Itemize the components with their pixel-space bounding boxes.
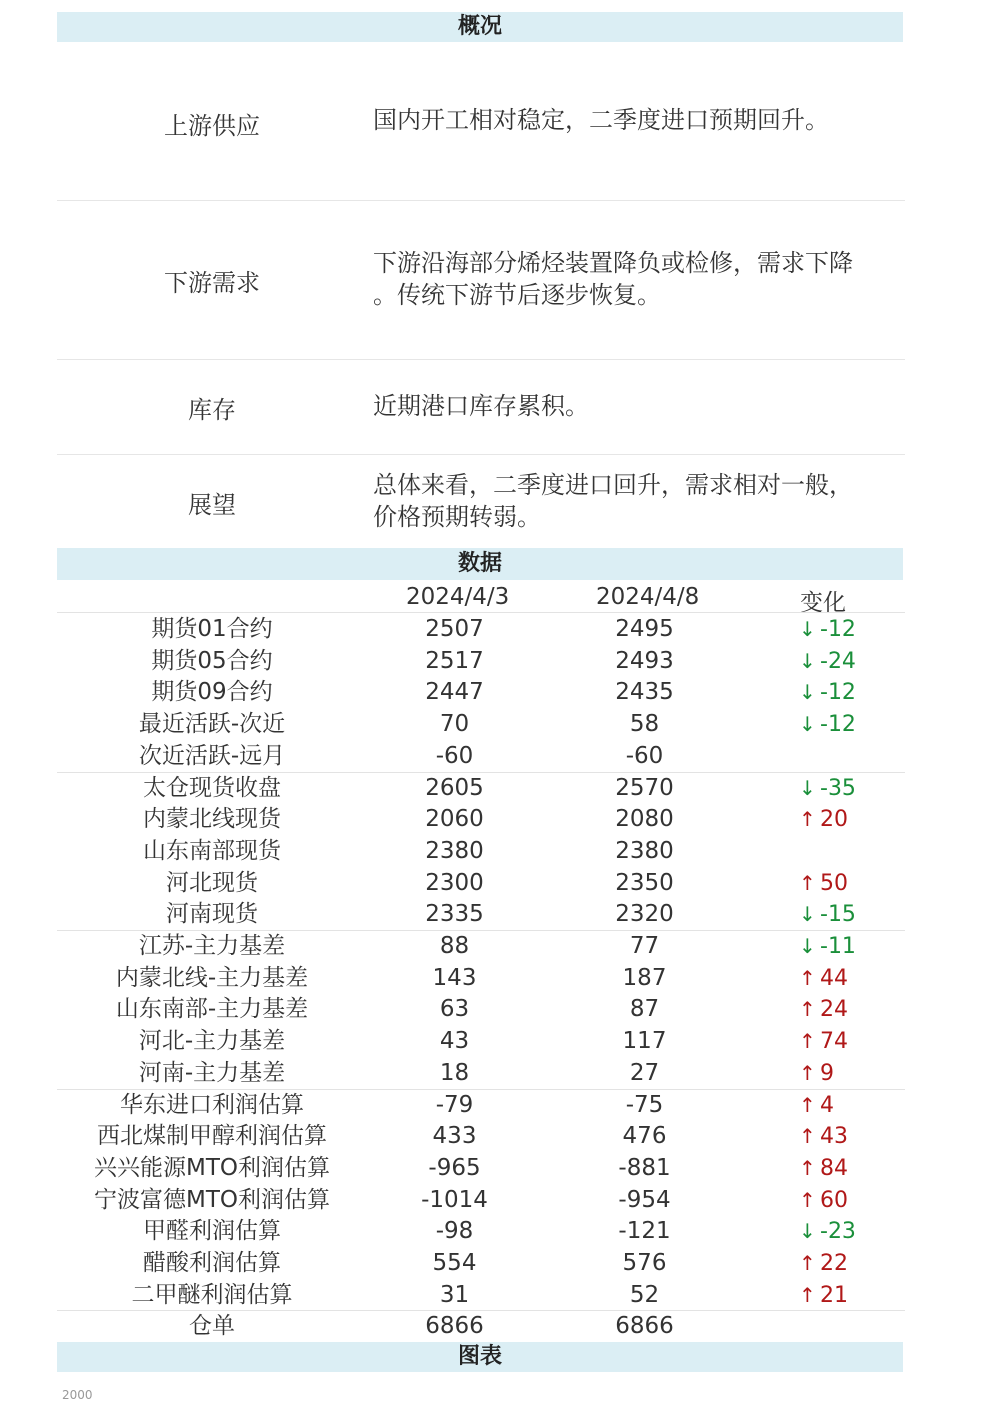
change-cell (799, 1185, 909, 1217)
change-value: -12 (820, 712, 856, 738)
overview-row-supply (57, 42, 905, 201)
change-cell (799, 709, 909, 741)
arrow-up-icon: ↑ (799, 1251, 816, 1275)
value-date2: 27 (629, 1059, 660, 1086)
value-date1: 554 (432, 1250, 477, 1276)
row-label: 华东进口利润估算 (120, 1091, 304, 1118)
value-date2: 58 (629, 711, 660, 738)
value-date1: -60 (435, 742, 474, 769)
change-value: -11 (820, 934, 856, 959)
change-value: 84 (820, 1155, 848, 1181)
table-row (57, 994, 905, 1026)
table-row (57, 1185, 905, 1217)
overview-label: 库存 (188, 396, 236, 424)
change-value: 43 (820, 1124, 848, 1150)
row-label: 二甲醚利润估算 (131, 1281, 293, 1308)
value-date2: -60 (625, 742, 664, 769)
table-row (57, 709, 905, 741)
value-date2: 2435 (615, 679, 674, 706)
value-date2: 2320 (615, 901, 674, 928)
change-cell (799, 646, 909, 678)
arrow-up-icon: ↑ (799, 1282, 816, 1307)
column-header-date1: 2024/4/3 (406, 584, 510, 610)
value-date2: 2080 (615, 806, 674, 833)
table-row (57, 1280, 905, 1312)
change-value: -15 (820, 902, 856, 928)
change-cell (799, 1153, 909, 1185)
overview-text: 国内开工相对稳定，二季度进口预期回升。 (373, 106, 829, 134)
overview-text: 近期港口库存累积。 (373, 392, 589, 420)
change-cell (799, 614, 909, 646)
row-label: 内蒙北线现货 (143, 806, 281, 833)
table-row (57, 1058, 905, 1090)
value-date2: 2570 (615, 774, 674, 801)
value-date2: 87 (629, 996, 660, 1023)
section-header-data: 数据 (57, 548, 903, 580)
value-date2: -121 (618, 1218, 671, 1245)
row-label: 西北煤制甲醇利润估算 (97, 1123, 327, 1150)
overview-row-outlook (57, 455, 905, 548)
row-label: 仓单 (189, 1313, 235, 1340)
table-row (57, 804, 905, 836)
change-value: 21 (820, 1282, 848, 1308)
overview-row-inventory (57, 360, 905, 455)
row-label: 醋酸利润估算 (143, 1250, 281, 1276)
value-date2: 2380 (615, 837, 674, 864)
row-label: 河南现货 (166, 901, 258, 928)
change-cell (799, 931, 909, 963)
overview-label: 下游需求 (164, 269, 260, 297)
value-date1: 43 (439, 1028, 470, 1055)
change-value: -35 (820, 775, 856, 801)
table-row (57, 614, 905, 646)
row-label: 次近活跃-远月 (138, 742, 286, 769)
value-date2: -75 (625, 1091, 664, 1118)
value-date2: 576 (622, 1250, 667, 1276)
overview-text: 总体来看，二季度进口回升，需求相对一般， 价格预期转弱。 (373, 471, 853, 531)
change-cell (799, 1216, 909, 1248)
change-cell (799, 1311, 909, 1343)
value-date1: 2517 (425, 647, 484, 674)
row-label: 宁波富德MTO利润估算 (94, 1186, 330, 1213)
change-cell (799, 1280, 909, 1312)
row-label: 河南-主力基差 (138, 1059, 286, 1086)
value-date2: -954 (618, 1186, 671, 1213)
overview-label: 展望 (188, 491, 236, 519)
value-date1: -965 (428, 1154, 481, 1181)
table-row (57, 1216, 905, 1248)
arrow-up-icon: ↑ (799, 807, 816, 832)
arrow-up-icon: ↑ (799, 965, 816, 990)
change-value: 74 (820, 1029, 848, 1055)
table-row (57, 931, 905, 963)
change-value: 22 (820, 1251, 848, 1276)
table-row (57, 963, 905, 995)
table-row (57, 1121, 905, 1153)
value-date2: 77 (629, 933, 660, 959)
divider (57, 612, 905, 613)
value-date1: 2447 (425, 679, 484, 706)
value-date2: -881 (618, 1154, 671, 1181)
row-label: 期货05合约 (151, 647, 273, 674)
value-date1: 2060 (425, 806, 484, 833)
arrow-down-icon: ↓ (799, 648, 816, 673)
row-label: 期货09合约 (151, 679, 273, 706)
value-date1: 2300 (425, 869, 484, 896)
value-date2: 476 (622, 1123, 667, 1150)
table-row (57, 868, 905, 900)
arrow-down-icon: ↓ (799, 617, 816, 641)
arrow-up-icon: ↑ (799, 1155, 816, 1180)
overview-label: 上游供应 (164, 112, 260, 140)
value-date1: 433 (432, 1123, 477, 1150)
value-date2: 52 (629, 1281, 660, 1308)
table-row (57, 1248, 905, 1280)
row-label: 太仓现货收盘 (143, 774, 281, 801)
change-cell (799, 741, 909, 773)
change-value: 50 (820, 870, 848, 896)
table-row (57, 836, 905, 868)
arrow-up-icon: ↑ (799, 1060, 816, 1085)
change-cell (799, 899, 909, 931)
table-row (57, 677, 905, 709)
arrow-down-icon: ↓ (799, 1219, 816, 1244)
value-date1: 6866 (425, 1313, 484, 1340)
value-date1: 88 (439, 933, 470, 959)
value-date1: -79 (435, 1091, 474, 1118)
value-date1: -98 (435, 1218, 474, 1245)
arrow-up-icon: ↑ (799, 870, 816, 895)
row-label: 内蒙北线-主力基差 (115, 964, 309, 991)
change-cell (799, 836, 909, 868)
change-cell (799, 868, 909, 900)
value-date1: 2380 (425, 837, 484, 864)
table-row (57, 646, 905, 678)
change-value: -23 (820, 1219, 856, 1245)
value-date2: 6866 (615, 1313, 674, 1340)
column-header-change: 变化 (800, 590, 846, 616)
row-label: 最近活跃-次近 (138, 711, 286, 738)
change-value: 4 (820, 1092, 834, 1118)
arrow-down-icon: ↓ (799, 934, 816, 958)
value-date2: 117 (622, 1028, 667, 1055)
arrow-down-icon: ↓ (799, 680, 816, 705)
value-date1: 2605 (425, 774, 484, 801)
change-cell (799, 1026, 909, 1058)
table-row (57, 1153, 905, 1185)
arrow-up-icon: ↑ (799, 1187, 816, 1212)
row-label: 河北现货 (166, 869, 258, 896)
section-header-chart: 图表 (57, 1342, 903, 1372)
arrow-up-icon: ↑ (799, 1124, 816, 1149)
value-date1: -1014 (421, 1186, 488, 1213)
table-row (57, 1026, 905, 1058)
chart-axis-label: 2000 (62, 1388, 93, 1402)
value-date1: 2507 (425, 616, 484, 642)
change-value: 9 (820, 1060, 834, 1086)
value-date2: 2350 (615, 869, 674, 896)
row-label: 山东南部现货 (143, 837, 281, 864)
change-cell (799, 1090, 909, 1122)
value-date1: 143 (432, 964, 477, 991)
row-label: 山东南部-主力基差 (115, 996, 309, 1023)
arrow-down-icon: ↓ (799, 712, 816, 737)
value-date1: 31 (439, 1281, 470, 1308)
row-label: 期货01合约 (151, 616, 273, 642)
change-cell (799, 773, 909, 805)
change-cell (799, 994, 909, 1026)
value-date2: 2495 (615, 616, 674, 642)
value-date1: 2335 (425, 901, 484, 928)
row-label: 甲醛利润估算 (143, 1218, 281, 1245)
change-value: -12 (820, 680, 856, 706)
overview-text: 下游沿海部分烯烃装置降负或检修，需求下降 。传统下游节后逐步恢复。 (373, 249, 853, 309)
section-header-overview: 概况 (57, 12, 903, 42)
change-value: 24 (820, 997, 848, 1023)
row-label: 兴兴能源MTO利润估算 (94, 1154, 330, 1181)
arrow-up-icon: ↑ (799, 1029, 816, 1054)
change-value: -24 (820, 648, 856, 674)
change-value: 20 (820, 807, 848, 833)
table-row (57, 741, 905, 773)
arrow-up-icon: ↑ (799, 1092, 816, 1117)
value-date2: 2493 (615, 647, 674, 674)
arrow-down-icon: ↓ (799, 902, 816, 927)
change-cell (799, 1121, 909, 1153)
value-date1: 63 (439, 996, 470, 1023)
table-row (57, 1311, 905, 1343)
change-value: -12 (820, 617, 856, 642)
change-value: 44 (820, 965, 848, 991)
change-cell (799, 677, 909, 709)
arrow-down-icon: ↓ (799, 775, 816, 800)
table-row (57, 773, 905, 805)
column-header-date2: 2024/4/8 (596, 584, 700, 610)
overview-row-demand (57, 201, 905, 360)
change-cell (799, 1058, 909, 1090)
table-row (57, 1090, 905, 1122)
change-cell (799, 1248, 909, 1280)
value-date2: 187 (622, 964, 667, 991)
change-cell (799, 804, 909, 836)
change-value: 60 (820, 1187, 848, 1213)
value-date1: 70 (439, 711, 470, 738)
row-label: 河北-主力基差 (138, 1028, 286, 1055)
value-date1: 18 (439, 1059, 470, 1086)
row-label: 江苏-主力基差 (138, 933, 286, 959)
table-row (57, 899, 905, 931)
change-cell (799, 963, 909, 995)
arrow-up-icon: ↑ (799, 997, 816, 1022)
